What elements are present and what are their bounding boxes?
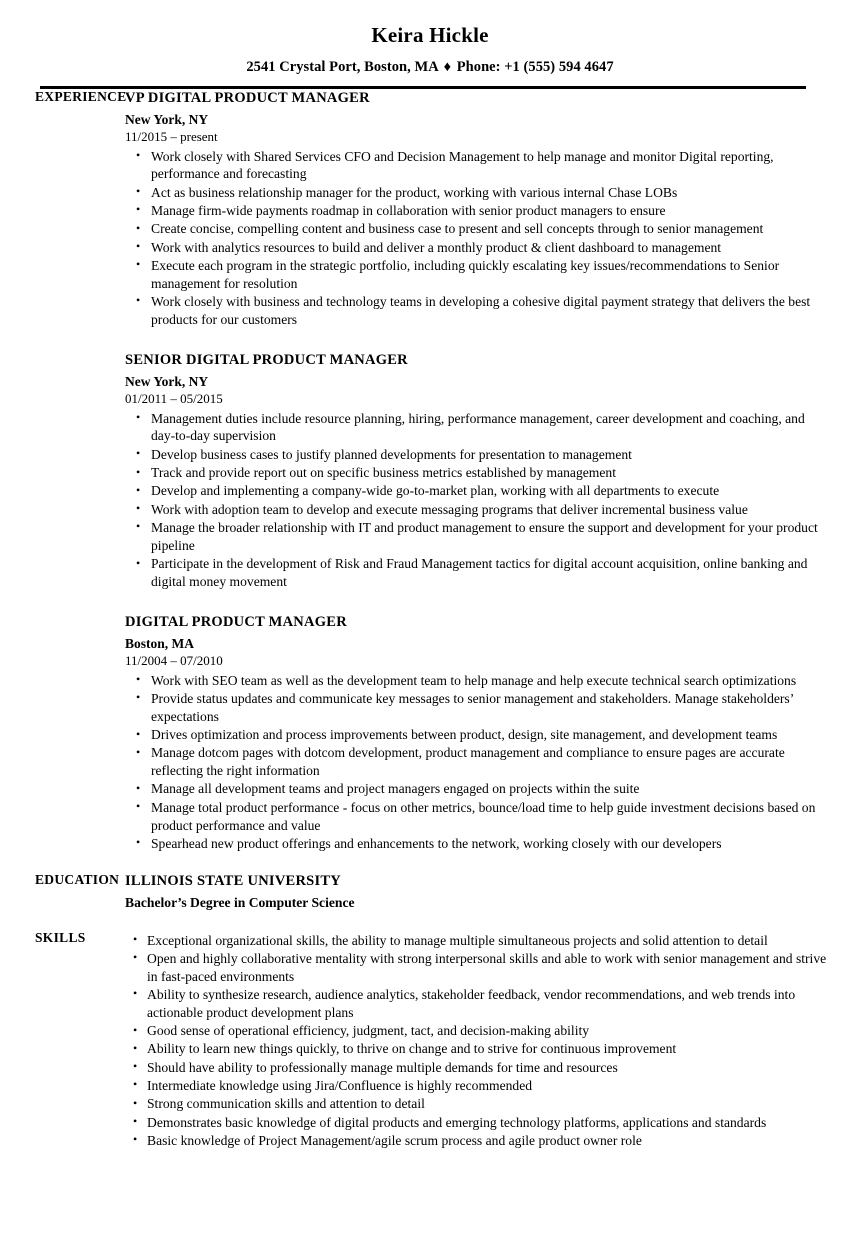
experience-section-label: EXPERIENCE xyxy=(35,89,127,105)
list-item: • Work closely with business and technology teams in developing a cohesive digital payment strategy that delivers the best products for our customers xyxy=(125,293,824,329)
list-item: • Work with analytics resources to build and deliver a monthly product & client dashboard to management xyxy=(125,239,824,257)
list-item: • Good sense of operational efficiency, judgment, tact, and decision-making ability xyxy=(125,1022,830,1040)
section-spacer xyxy=(0,853,860,872)
candidate-phone: Phone: +1 (555) 594 4647 xyxy=(456,59,614,76)
job-title: DIGITAL PRODUCT MANAGER xyxy=(125,614,347,631)
skills-section xyxy=(0,930,860,1151)
job-title: VP DIGITAL PRODUCT MANAGER xyxy=(125,90,370,107)
list-item: • Manage firm-wide payments roadmap in collaboration with senior product managers to ensure xyxy=(125,202,824,220)
list-item: • Intermediate knowledge using Jira/Confluence is highly recommended xyxy=(125,1077,830,1095)
resume-header xyxy=(0,0,860,89)
experience-section xyxy=(0,89,860,853)
job-dates: 01/2011 – 05/2015 xyxy=(125,391,223,407)
experience-entry xyxy=(125,89,824,329)
education-section-label: EDUCATION xyxy=(35,872,120,888)
entry-spacer xyxy=(125,329,824,351)
list-item: • Work closely with Shared Services CFO and Decision Management to help manage and monitor Digital reporting, performance and forecasting xyxy=(125,148,824,184)
list-item: • Management duties include resource planning, hiring, performance management, career development and coaching, and day-to-day supervision xyxy=(125,410,824,446)
candidate-name: Keira Hickle xyxy=(371,23,489,47)
list-item: • Participate in the development of Risk and Fraud Management tactics for digital account acquisition, online banking and digital money movement xyxy=(125,555,824,591)
job-dates: 11/2004 – 07/2010 xyxy=(125,653,223,669)
skills-list xyxy=(125,932,830,1150)
job-responsibility-list xyxy=(125,410,824,591)
list-item: • Track and provide report out on specific business metrics established by management xyxy=(125,464,824,482)
list-item: • Drives optimization and process improvements between product, design, site management, and development teams xyxy=(125,726,824,744)
list-item: • Develop and implementing a company-wide go-to-market plan, working with all departments to execute xyxy=(125,482,824,500)
list-item: • Develop business cases to justify planned developments for presentation to management xyxy=(125,446,824,464)
job-location: Boston, MA xyxy=(125,636,195,652)
education-section xyxy=(0,872,860,911)
list-item: • Spearhead new product offerings and enhancements to the network, working closely with our developers xyxy=(125,835,824,853)
diamond-separator-icon: ♦ xyxy=(443,59,452,76)
list-item: • Basic knowledge of Project Management/agile scrum process and agile product owner role xyxy=(125,1132,830,1150)
candidate-address: 2541 Crystal Port, Boston, MA xyxy=(246,59,438,76)
list-item: • Exceptional organizational skills, the ability to manage multiple simultaneous projects and solid attention to detail xyxy=(125,932,830,950)
list-item: • Manage total product performance - focus on other metrics, bounce/load time to help guide investment decisions based on product performance and value xyxy=(125,799,824,835)
skills-section-label: SKILLS xyxy=(35,929,86,945)
list-item: • Open and highly collaborative mentality with strong interpersonal skills and able to work with senior management and strive in fast-paced environments xyxy=(125,950,830,986)
list-item: • Act as business relationship manager for the product, working with various internal Chase LOBs xyxy=(125,184,824,202)
list-item: • Create concise, compelling content and business case to present and sell concepts through to senior management xyxy=(125,220,824,238)
list-item: • Ability to synthesize research, audience analytics, stakeholder feedback, vendor recommendations, and web trends into actionable product development plans xyxy=(125,986,830,1022)
job-dates: 11/2015 – present xyxy=(125,129,218,145)
skills-section-body xyxy=(125,930,860,1151)
list-item: • Manage dotcom pages with dotcom development, product management and compliance to ensure pages are accurate reflecting the right information xyxy=(125,744,824,780)
job-title: SENIOR DIGITAL PRODUCT MANAGER xyxy=(125,352,408,369)
list-item: • Ability to learn new things quickly, to thrive on change and to strive for continuous improvement xyxy=(125,1040,830,1058)
education-section-body xyxy=(125,872,860,911)
job-responsibility-list xyxy=(125,672,824,853)
list-item: • Work with adoption team to develop and execute messaging programs that deliver incremental business value xyxy=(125,501,824,519)
list-item: • Execute each program in the strategic portfolio, including quickly escalating key issues/recommendations to Senior management for resolution xyxy=(125,257,824,293)
list-item: • Manage the broader relationship with IT and product management to ensure the support and development for your product pipeline xyxy=(125,519,824,555)
candidate-contact-line xyxy=(0,60,860,76)
section-spacer xyxy=(0,912,860,930)
list-item: • Provide status updates and communicate key messages to senior management and stakeholders. Manage stakeholders’ expectations xyxy=(125,690,824,726)
degree-name: Bachelor’s Degree in Computer Science xyxy=(125,895,355,911)
experience-section-body xyxy=(125,89,860,853)
job-responsibility-list xyxy=(125,148,824,329)
list-item: • Work with SEO team as well as the development team to help manage and help execute technical search optimizations xyxy=(125,672,824,690)
entry-spacer xyxy=(125,591,824,613)
list-item: • Manage all development teams and project managers engaged on projects within the suite xyxy=(125,780,824,798)
list-item: • Demonstrates basic knowledge of digital products and emerging technology platforms, applications and standards xyxy=(125,1114,830,1132)
experience-entry xyxy=(125,351,824,591)
list-item: • Should have ability to professionally manage multiple demands for time and resources xyxy=(125,1059,830,1077)
job-location: New York, NY xyxy=(125,374,209,390)
job-location: New York, NY xyxy=(125,112,209,128)
list-item: • Strong communication skills and attention to detail xyxy=(125,1095,830,1113)
experience-entry xyxy=(125,613,824,853)
school-name: ILLINOIS STATE UNIVERSITY xyxy=(125,873,342,890)
